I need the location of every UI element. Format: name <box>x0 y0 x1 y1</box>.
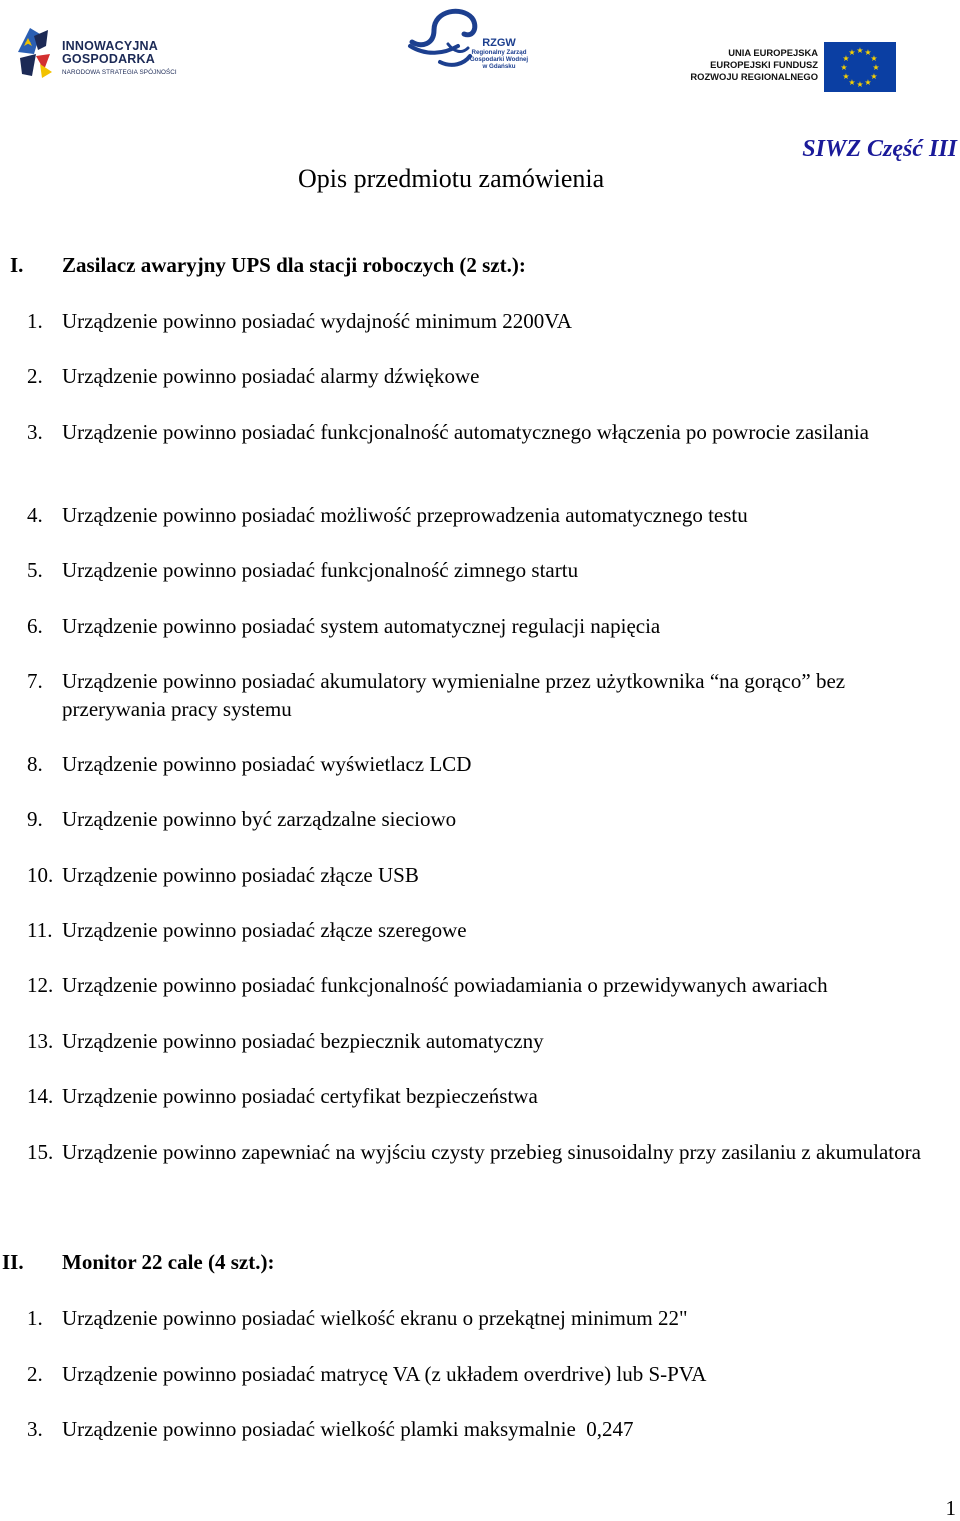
innowacyjna-star-icon <box>16 24 56 82</box>
rzgw-line2: Gospodarki Wodnej <box>469 56 529 63</box>
item-text: Urządzenie powinno zapewniać na wyjściu czysty przebieg sinusoidalny przy zasilaniu z akumulatora <box>62 1140 921 1164</box>
item-number: 2. <box>27 1362 43 1386</box>
svg-text:★: ★ <box>870 72 878 81</box>
eu-line1: UNIA EUROPEJSKA <box>728 47 818 58</box>
item-number: 7. <box>27 669 43 693</box>
item-text: Urządzenie powinno posiadać złącze szeregowe <box>62 918 467 942</box>
innowacyjna-gospodarka-logo <box>16 24 196 84</box>
svg-text:★: ★ <box>842 54 850 63</box>
item-number: 2. <box>27 364 43 388</box>
svg-text:★: ★ <box>856 46 864 55</box>
item-number: 12. <box>27 973 54 997</box>
rzgw-line1: Regionalny Zarząd <box>471 49 527 56</box>
item-text: Urządzenie powinno posiadać funkcjonalność automatycznego włączenia po powrocie zasilania <box>62 420 870 444</box>
item-number: 8. <box>27 752 43 776</box>
svg-text:★: ★ <box>840 63 848 72</box>
rzgw-line3: w Gdańsku <box>482 63 516 70</box>
svg-text:★: ★ <box>872 63 880 72</box>
svg-text:★: ★ <box>842 72 850 81</box>
item-number: 13. <box>27 1029 54 1053</box>
svg-text:★: ★ <box>870 54 878 63</box>
item-number: 3. <box>27 420 43 444</box>
item-text: Urządzenie powinno posiadać alarmy dźwiękowe <box>62 364 480 388</box>
page-number: 1 <box>945 1496 956 1520</box>
ig-line3: NARODOWA STRATEGIA SPÓJNOŚCI <box>62 69 177 76</box>
rzgw-logo <box>404 4 544 90</box>
svg-text:★: ★ <box>848 48 856 57</box>
item-text: Urządzenie powinno posiadać możliwość przeprowadzenia automatycznego testu <box>62 503 748 527</box>
eu-line3: ROZWOJU REGIONALNEGO <box>690 71 818 82</box>
section-title: Monitor 22 cale (4 szt.): <box>62 1250 275 1274</box>
item-text: Urządzenie powinno posiadać wielkość plamki maksymalnie 0,247 <box>62 1417 634 1441</box>
page-title: Opis przedmiotu zamówienia <box>298 164 605 193</box>
item-number: 6. <box>27 614 43 638</box>
svg-text:★: ★ <box>864 78 872 87</box>
siwz-label: SIWZ Część III <box>802 136 957 162</box>
item-text: Urządzenie powinno posiadać wydajność minimum 2200VA <box>62 309 572 333</box>
item-number: 11. <box>27 918 53 942</box>
eu-flag-icon <box>824 42 896 92</box>
document-header <box>0 0 960 110</box>
item-text: Urządzenie powinno posiadać system automatycznej regulacji napięcia <box>62 614 661 638</box>
item-text: Urządzenie powinno być zarządzalne sieciowo <box>62 807 457 831</box>
item-text: Urządzenie powinno posiadać certyfikat bezpieczeństwa <box>62 1084 538 1108</box>
item-number: 1. <box>27 309 43 333</box>
item-text: Urządzenie powinno posiadać funkcjonalność powiadamiania o przewidywanych awariach <box>62 973 828 997</box>
ig-line1: INNOWACYJNA <box>62 39 158 53</box>
section-number: I. <box>10 253 24 277</box>
item-number: 5. <box>27 558 43 582</box>
section-title: Zasilacz awaryjny UPS dla stacji roboczych (2 szt.): <box>62 253 526 277</box>
item-text: Urządzenie powinno posiadać akumulatory wymienialne przez użytkownika “na gorąco” bez przerywania pracy systemu <box>62 669 846 721</box>
item-number: 1. <box>27 1306 43 1330</box>
svg-text:★: ★ <box>848 78 856 87</box>
item-text: Urządzenie powinno posiadać złącze USB <box>62 863 419 887</box>
item-number: 14. <box>27 1084 54 1108</box>
item-number: 15. <box>27 1140 54 1164</box>
ig-line2: GOSPODARKA <box>62 52 155 66</box>
svg-text:★: ★ <box>864 48 872 57</box>
eu-logo <box>690 42 902 94</box>
section-number: II. <box>2 1250 24 1274</box>
item-number: 3. <box>27 1417 43 1441</box>
item-number: 9. <box>27 807 43 831</box>
rzgw-abbr: RZGW <box>482 37 516 49</box>
item-text: Urządzenie powinno posiadać wielkość ekranu o przekątnej minimum 22" <box>62 1306 688 1330</box>
item-number: 10. <box>27 863 54 887</box>
item-number: 4. <box>27 503 43 527</box>
svg-text:★: ★ <box>856 80 864 89</box>
item-text: Urządzenie powinno posiadać funkcjonalność zimnego startu <box>62 558 579 582</box>
eu-line2: EUROPEJSKI FUNDUSZ <box>710 59 818 70</box>
item-text: Urządzenie powinno posiadać bezpiecznik automatyczny <box>62 1029 544 1053</box>
item-text: Urządzenie powinno posiadać wyświetlacz LCD <box>62 752 472 776</box>
item-text: Urządzenie powinno posiadać matrycę VA (z układem overdrive) lub S-PVA <box>62 1362 707 1386</box>
